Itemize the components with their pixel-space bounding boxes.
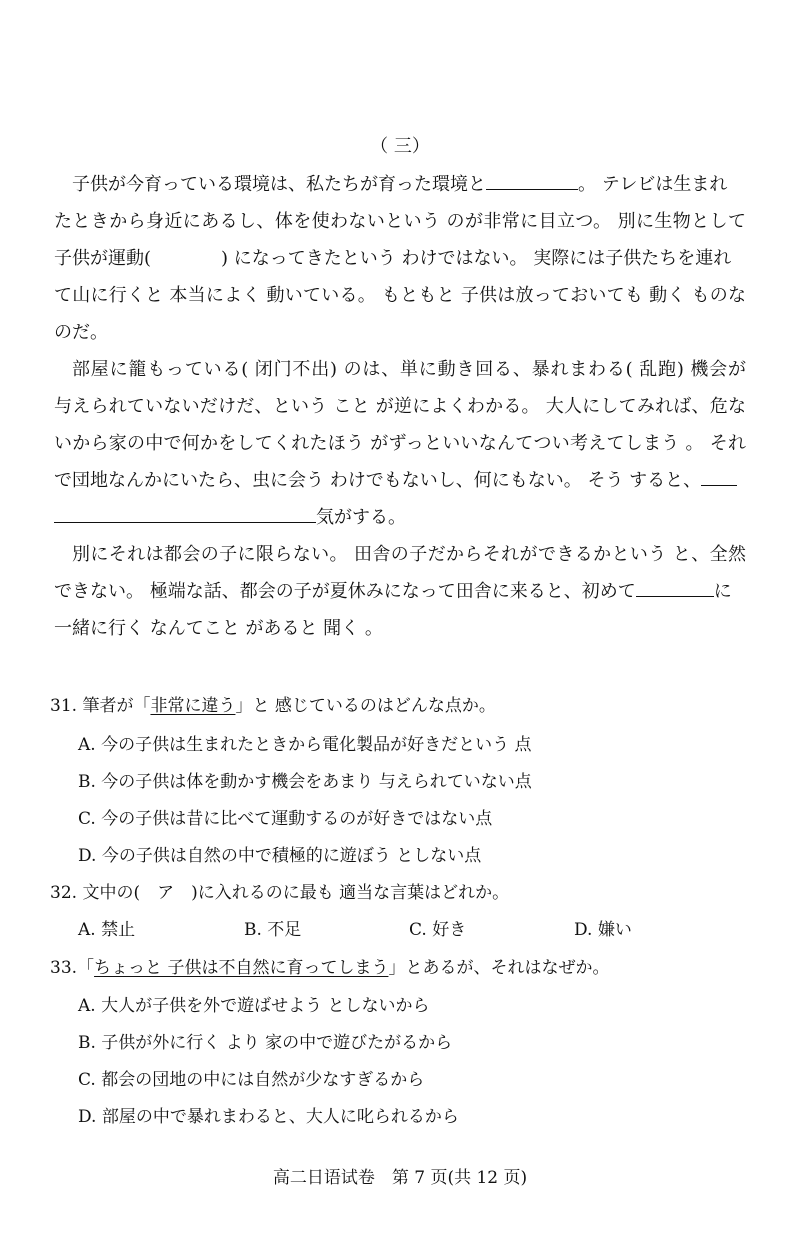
passage-line: 一緒に行く なんてこと があると 聞く 。: [54, 618, 383, 639]
option-31-c: C. 今の子供は昔に比べて運動するのが好きではない点: [78, 809, 493, 829]
option-32-a: A. 禁止: [78, 920, 136, 940]
underlined-phrase: 非常に違う: [150, 696, 236, 716]
option-33-a: A. 大人が子供を外で遊ばせよう としないから: [78, 996, 430, 1016]
answer-blank: [486, 175, 578, 190]
passage-line: 与えられていないだけだ、という こと が逆によくわかる。 大人にしてみれば、危な: [54, 396, 746, 417]
option-33-c: C. 都会の団地の中には自然が少なすぎるから: [78, 1070, 425, 1090]
passage-line: 子供が今育っている環境は、私たちが育った環境と 。 テレビは生まれ: [72, 174, 728, 195]
underlined-phrase: ちょっと 子供は不自然に育ってしまう: [94, 958, 389, 978]
option-32-b: B. 不足: [244, 920, 302, 940]
question-32: 32. 文中の( ア )に入れるのに最も 適当な言葉はどれか。: [50, 883, 510, 903]
passage-line: のだ。: [54, 322, 108, 343]
answer-blank: [54, 508, 316, 523]
passage-line: 子供が運動( ) になってきたという わけではない。 実際には子供たちを連れ: [54, 248, 732, 269]
passage-line: できない。 極端な話、都会の子が夏休みになって田舎に来ると、初めて に: [54, 581, 732, 602]
answer-blank: [636, 582, 714, 597]
passage-line: て山に行くと 本当によく 動いている。 もともと 子供は放っておいても 動く ものな: [54, 285, 746, 306]
passage-line: たときから身近にあるし、体を使わないという のが非常に目立つ。 別に生物として: [54, 211, 746, 232]
option-33-d: D. 部屋の中で暴れまわると、大人に叱られるから: [78, 1107, 459, 1127]
option-32-c: C. 好き: [409, 920, 467, 940]
passage-line: 気がする。: [54, 506, 746, 530]
option-31-a: A. 今の子供は生まれたときから電化製品が好きだという 点: [78, 735, 532, 755]
question-33: 33.「ちょっと 子供は不自然に育ってしまう」とあるが、それはなぜか。: [50, 958, 610, 978]
option-31-b: B. 今の子供は体を動かす機会をあまり 与えられていない点: [78, 772, 532, 792]
passage-line: 部屋に籠もっている( 闭门不出) のは、単に動き回る、暴れまわる( 乱跑) 機会が: [72, 359, 746, 380]
passage-line: 別にそれは都会の子に限らない。 田舎の子だからそれができるかという と、全然: [72, 544, 746, 565]
answer-blank: [701, 471, 737, 486]
section-title: （ 三）: [370, 136, 430, 157]
passage-line: いから家の中で何かをしてくれたほう がずっといいなんてつい考えてしまう 。 それ: [54, 433, 746, 454]
page-footer: 高二日语试卷 第 7 页(共 12 页): [272, 1168, 528, 1188]
option-33-b: B. 子供が外に行く より 家の中で遊びたがるから: [78, 1033, 453, 1053]
option-32-d: D. 嫌い: [574, 920, 632, 940]
option-31-d: D. 今の子供は自然の中で積極的に遊ぼう としない点: [78, 846, 482, 866]
passage-line: で団地なんかにいたら、虫に会う わけでもないし、何にもない。 そう すると、: [54, 469, 746, 493]
question-31: 31. 筆者が「非常に違う」と 感じているのはどんな点か。: [50, 696, 496, 716]
